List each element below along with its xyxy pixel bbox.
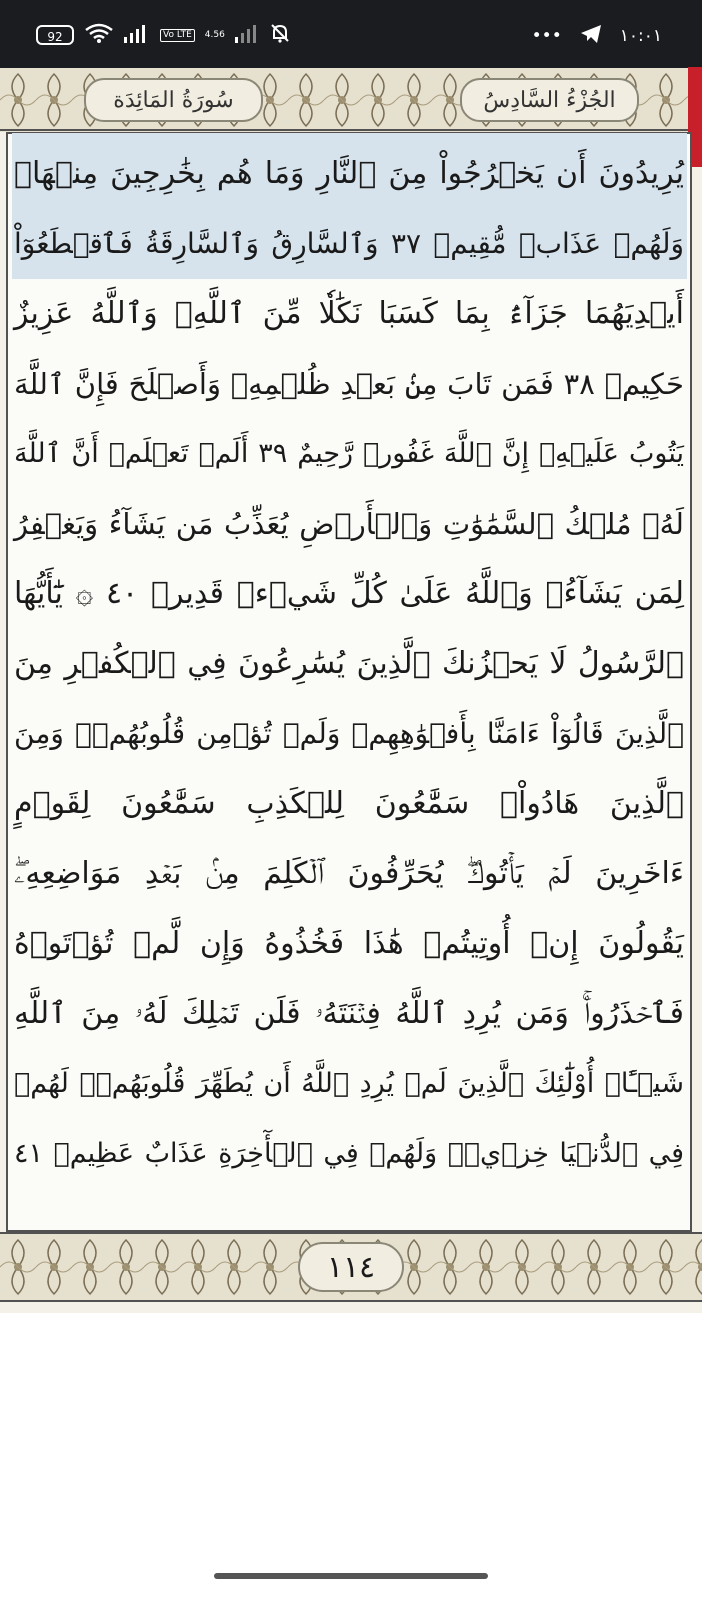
signal-icon bbox=[124, 23, 150, 47]
quran-line[interactable] bbox=[14, 1119, 684, 1189]
line-text: ءَاخَرِينَ لَمۡ يَأۡتُوكَۖ يُحَرِّفُونَ ٱلۡكَلِمَ مِنۢ بَعۡدِ مَوَاضِعِهِۦۖ bbox=[14, 856, 684, 891]
quran-line[interactable] bbox=[14, 979, 684, 1049]
quran-line[interactable] bbox=[14, 1049, 684, 1119]
line-text: يَقُولُونَ إِنۡ أُوتِيتُمۡ هَٰذَا فَخُذُوهُ وَإِن لَّمۡ تُؤۡتَوۡهُ bbox=[14, 926, 684, 961]
line-text: فَٱحۡذَرُواْۚ وَمَن يُرِدِ ٱللَّهُ فِتۡنَتَهُۥ فَلَن تَمۡلِكَ لَهُۥ مِنَ ٱللَّهِ bbox=[14, 996, 684, 1031]
page-footer bbox=[0, 1232, 702, 1302]
line-text: فِي ٱلدُّنۡيَا خِزۡيٞۖ وَلَهُمۡ فِي ٱلۡأٓخِرَةِ عَذَابٌ عَظِيمٞ ٤١ bbox=[14, 1138, 684, 1169]
battery-icon bbox=[36, 25, 74, 45]
line-text: ٱلَّذِينَ قَالُوٓاْ ءَامَنَّا بِأَفۡوَٰهِهِمۡ وَلَمۡ تُؤۡمِن قُلُوبُهُمۡۛ وَمِنَ bbox=[14, 717, 684, 750]
page-header bbox=[0, 68, 702, 132]
mute-bell-icon bbox=[269, 22, 291, 48]
quran-line[interactable] bbox=[14, 909, 684, 979]
data-speed: 4.56 bbox=[204, 30, 225, 40]
status-bar bbox=[0, 0, 702, 68]
clock: ١٠:٠١ bbox=[619, 26, 662, 46]
line-text: لَهُۥ مُلۡكُ ٱلسَّمَٰوَٰتِ وَٱلۡأَرۡضِ يُعَذِّبُ مَن يَشَآءُ وَيَغۡفِرُ bbox=[14, 507, 684, 541]
juz-title: الجُزْءُ السَّادِسُ bbox=[460, 78, 639, 122]
telegram-icon bbox=[580, 24, 602, 49]
line-text: أَيۡدِيَهُمَا جَزَآءَۢ بِمَا كَسَبَا نَكَٰلٗا مِّنَ ٱللَّهِۗ وَٱللَّهُ عَزِيزٌ bbox=[14, 296, 684, 331]
quran-line[interactable] bbox=[14, 769, 684, 839]
quran-line[interactable] bbox=[14, 419, 684, 489]
line-text: يَتُوبُ عَلَيۡهِۚ إِنَّ ٱللَّهَ غَفُورٞ رَّحِيمٌ ٣٩ أَلَمۡ تَعۡلَمۡ أَنَّ ٱللَّهَ bbox=[14, 438, 684, 469]
quran-line[interactable] bbox=[14, 349, 684, 419]
mushaf-page[interactable] bbox=[0, 68, 702, 1313]
quran-line[interactable] bbox=[14, 559, 684, 629]
more-dots-icon: ••• bbox=[531, 26, 562, 46]
quran-line[interactable] bbox=[14, 209, 684, 279]
line-text: يُرِيدُونَ أَن يَخۡرُجُواْ مِنَ ٱلنَّارِ وَمَا هُم بِخَٰرِجِينَ مِنۡهَاۖ bbox=[14, 156, 684, 191]
quran-line[interactable] bbox=[14, 139, 684, 209]
line-text: حَكِيمٞ ٣٨ فَمَن تَابَ مِنۢ بَعۡدِ ظُلۡمِهِۦ وَأَصۡلَحَ فَإِنَّ ٱللَّهَ bbox=[14, 367, 684, 401]
line-text: ٱلرَّسُولُ لَا يَحۡزُنكَ ٱلَّذِينَ يُسَٰرِعُونَ فِي ٱلۡكُفۡرِ مِنَ bbox=[14, 646, 684, 681]
quran-line[interactable] bbox=[14, 279, 684, 349]
page-number: ١١٤ bbox=[298, 1242, 404, 1292]
line-text: لِمَن يَشَآءُۗ وَٱللَّهُ عَلَىٰ كُلِّ شَيۡءٖ قَدِيرٞ ٤٠ ۞ يَٰٓأَيُّهَا bbox=[14, 576, 684, 611]
signal-icon-2 bbox=[235, 23, 259, 47]
home-indicator[interactable] bbox=[214, 1573, 488, 1579]
quran-line[interactable] bbox=[14, 699, 684, 769]
wifi-icon bbox=[84, 22, 114, 48]
line-text: شَيۡـًٔاۚ أُوْلَٰٓئِكَ ٱلَّذِينَ لَمۡ يُرِدِ ٱللَّهُ أَن يُطَهِّرَ قُلُوبَهُمۡۚ لَهُمۡ bbox=[14, 1068, 684, 1099]
quran-line[interactable] bbox=[14, 839, 684, 909]
quran-line[interactable] bbox=[14, 629, 684, 699]
line-text: وَلَهُمۡ عَذَابٞ مُّقِيمٞ ٣٧ وَٱلسَّارِقُ وَٱلسَّارِقَةُ فَٱقۡطَعُوٓاْ bbox=[14, 227, 684, 260]
surah-title: سُورَةُ المَائِدَة bbox=[84, 78, 263, 122]
battery-level: 92 bbox=[47, 30, 63, 44]
volte-badge: Vo LTE bbox=[160, 29, 195, 42]
line-text: ٱلَّذِينَ هَادُواْۛ سَمَّٰعُونَ لِلۡكَذِبِ سَمَّٰعُونَ لِقَوۡمٍ bbox=[14, 786, 684, 821]
quran-line[interactable] bbox=[14, 489, 684, 559]
